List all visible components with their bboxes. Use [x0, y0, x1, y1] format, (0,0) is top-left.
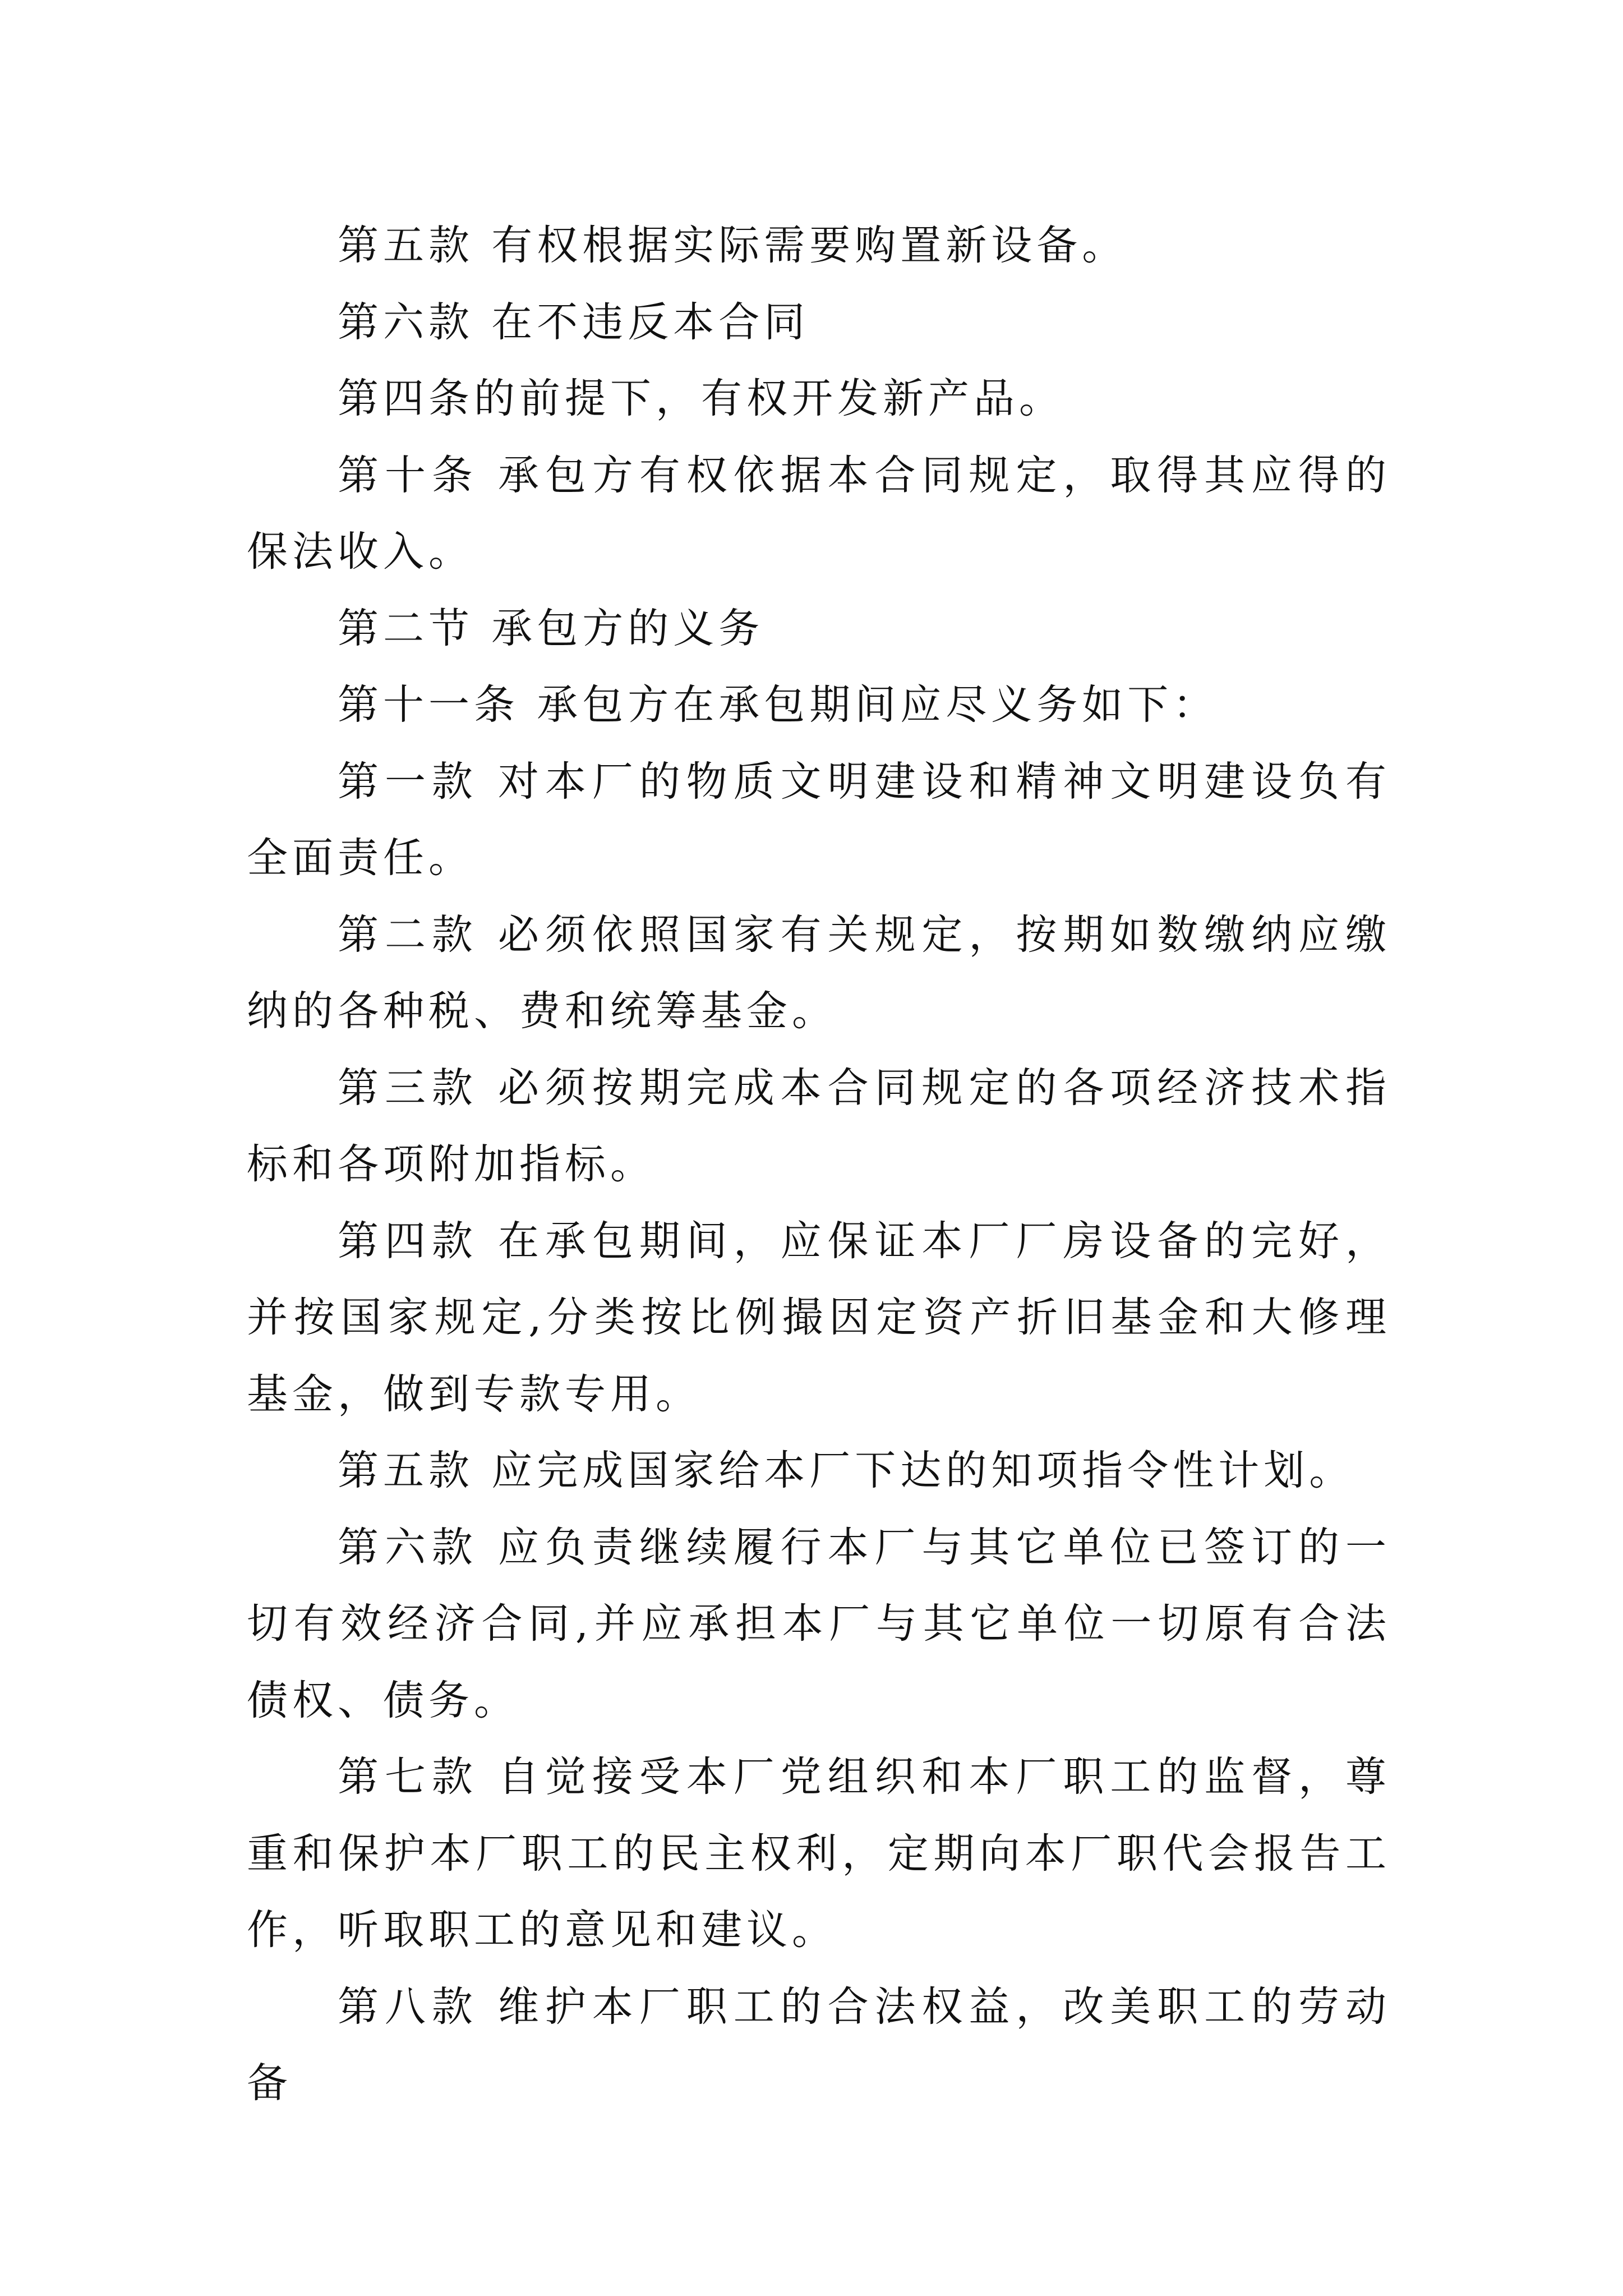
section-heading-obligations: 第二节 承包方的义务: [338, 604, 764, 652]
paragraph-clause-4-equipment-upkeep: 第四款 在承包期间，应保证本厂厂房设备的完好，并按国家规定,分类按比例撮因定资产折旧基金和大修理基金，做到专款专用。: [247, 1217, 1391, 1418]
paragraph-clause-7-supervision: 第七款 自觉接受本厂党组织和本厂职工的监督，尊重和保护本厂职工的民主权利，定期向本厂职代会报告工作，听取职工的意见和建议。: [247, 1753, 1391, 1954]
paragraph-clause-8-rights: 第八款 维护本厂职工的合法权益，改美职工的劳动备: [247, 1982, 1391, 2107]
paragraph-clause-6-contracts: 第六款 应负责继续履行本厂与其它单位已签订的一切有效经济合同,并应承担本厂与其它单位一切原有合法债权、债务。: [247, 1523, 1391, 1724]
paragraph-clause-5-plans: 第五款 应完成国家给本厂下达的知项指令性计划。: [338, 1447, 1355, 1494]
document-body: [247, 208, 1391, 2122]
paragraph-article-10-income: 第十条 承包方有权依据本合同规定，取得其应得的保法收入。: [247, 451, 1391, 576]
paragraph-article-11-duties: 第十一条 承包方在承包期间应尽义务如下：: [338, 681, 1219, 729]
paragraph-clause-1-responsibility: 第一款 对本厂的物质文明建设和精神文明建设负有全面责任。: [247, 757, 1391, 882]
paragraph-clause-6-contract: 第六款 在不违反本合同: [338, 298, 810, 346]
paragraph-clause-3-indicators: 第三款 必须按期完成本合同规定的各项经济技术指标和各项附加指标。: [247, 1064, 1391, 1188]
paragraph-article-4-products: 第四条的前提下，有权开发新产品。: [338, 375, 1064, 422]
paragraph-clause-5-equipment: 第五款 有权根据实际需要购置新设备。: [338, 222, 1128, 269]
paragraph-clause-2-taxes: 第二款 必须依照国家有关规定，按期如数缴纳应缴纳的各种税、费和统筹基金。: [247, 910, 1391, 1035]
